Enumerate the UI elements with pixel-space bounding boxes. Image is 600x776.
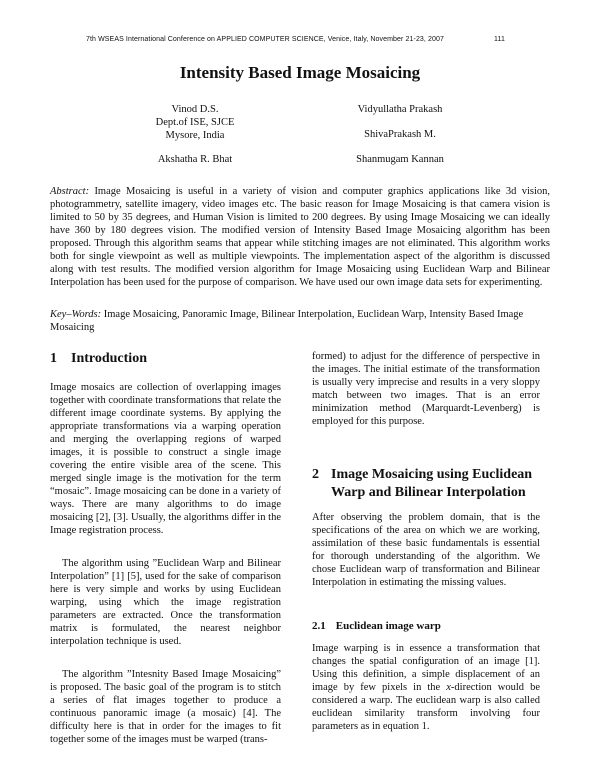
subsection-number: 2.1 [312,620,326,632]
section-number: 2 [312,467,319,482]
author-block-1 [120,103,270,142]
author-block-4 [320,128,480,141]
author-name: ShivaPrakash M. [364,129,436,140]
section-title-line1: Image Mosaicing using Euclidean [331,467,533,482]
subsection-2-1-heading [312,620,540,633]
paragraph-text: Image warping is in essence a transformation that changes the spatial configuration of an image [1]. Using this definition, a simple displacement of an image by few pixels in the [312,643,540,693]
math-variable: x [446,682,451,693]
paragraph: Image mosaics are collection of overlapping images together with coordinate transformations that relate the different image coordinate systems. By applying the appropriate transformations via a warping operation and merging the overlapping regions of warped images, it is possible to construct a single image covering the entire visible area of the scene. This merged single image is the motivation for the term “mosaic”. Image mosaicing can be done in a variety of ways. There are many algorithms to do image mosaicing [2], [3]. Usually, the algorithms differ in the Image registration process. [50,382,281,536]
author-block-3 [320,103,480,116]
author-name: Shanmugam Kannan [356,154,444,165]
keywords-label: Key–Words: [50,309,102,320]
author-name: Vidyullatha Prakash [357,104,443,115]
paragraph: The algorithm using ”Euclidean Warp and Bilinear Interpolation” [1] [5], used for the sake of comparison here is very simple and works by using Euclidean warping, using which the image registration parameters are extracted. Once the transformation matrix is formulated, the nearest neighbor interpolation technique is used. [50,558,281,647]
section-title: Introduction [71,351,147,366]
author-block-5 [320,153,480,166]
section-number: 1 [50,351,57,366]
section-1-heading [50,350,281,368]
keywords-text: Image Mosaicing, Panoramic Image, Bilinear Interpolation, Euclidean Warp, Intensity Based Image Mosaicing [50,309,524,333]
section-title-line2: Warp and Bilinear Interpolation [331,485,526,500]
paragraph: formed) to adjust for the difference of perspective in the images. The initial estimate of the transformation is usually very imprecise and results in a very sloppy match between two images. That is an error minimization method (Marquardt-Levenberg) is employed for this purpose. [312,351,540,427]
conference-header: 7th WSEAS International Conference on APPLIED COMPUTER SCIENCE, Venice, Italy, November 21-23, 2007 [86,36,444,43]
page-number: 111 [494,36,505,43]
paragraph [312,642,540,733]
paragraph: The algorithm ”Intesnity Based Image Mosaicing” is proposed. The basic goal of the program is to stitch a series of flat images together to produce a continuous panoramic image (a mosaic) [4]. The difficulty here is that in order for the images to fit together some of the images must be warped (trans- [50,669,281,745]
author-name: Vinod D.S. [171,104,219,115]
left-column [50,350,281,746]
section-2-heading [312,466,540,502]
paper-title: Intensity Based Image Mosaicing [179,63,421,82]
author-block-2 [120,153,270,166]
abstract-label: Abstract: [50,186,90,197]
subsection-title: Euclidean image warp [335,620,441,632]
right-column [312,350,540,733]
abstract [50,185,550,289]
author-name: Akshatha R. Bhat [157,154,233,165]
author-location: Mysore, India [165,130,225,141]
paragraph: After observing the problem domain, that is the specifications of the area on which we are working, assimilation of these basic fundamentals is essential for thorough understanding of the algorithm. We chose Euclidean warp of transformation and Bilinear Interpolation in estimating the missing values. [312,512,540,588]
author-affiliation: Dept.of ISE, SJCE [155,117,235,128]
abstract-text: Image Mosaicing is useful in a variety of vision and computer graphics applications like 3d vision, photogrammetry, satellite imagery, video images etc. The basic reason for Image Mosaicing is that camera vision is limited to 50 by 35 degrees, and Human Vision is limited to 200 degrees. By using Image Mosaicing we can ideally have 360 by 180 degrees vision. The modified version of Intensity Based Image Mosaicing algorithm has been proposed. Through this algorithm seams that appear while stitching images are not eliminated. This algorithm works both for single viewpoint as well as multiple viewpoints. The implementation aspect of the algorithm is discussed along with test results. The modified version algorithm for Image Mosaicing using Euclidean Warp and Bilinear Interpolation has been used for the purpose of comparison. We have used our own image data sets for experimenting. [50,186,550,288]
paragraph-text: -direction would be considered a warp. The euclidean warp is also called euclidean similarity transform involving four parameters as in equation 1. [312,682,540,732]
keywords [50,308,550,334]
